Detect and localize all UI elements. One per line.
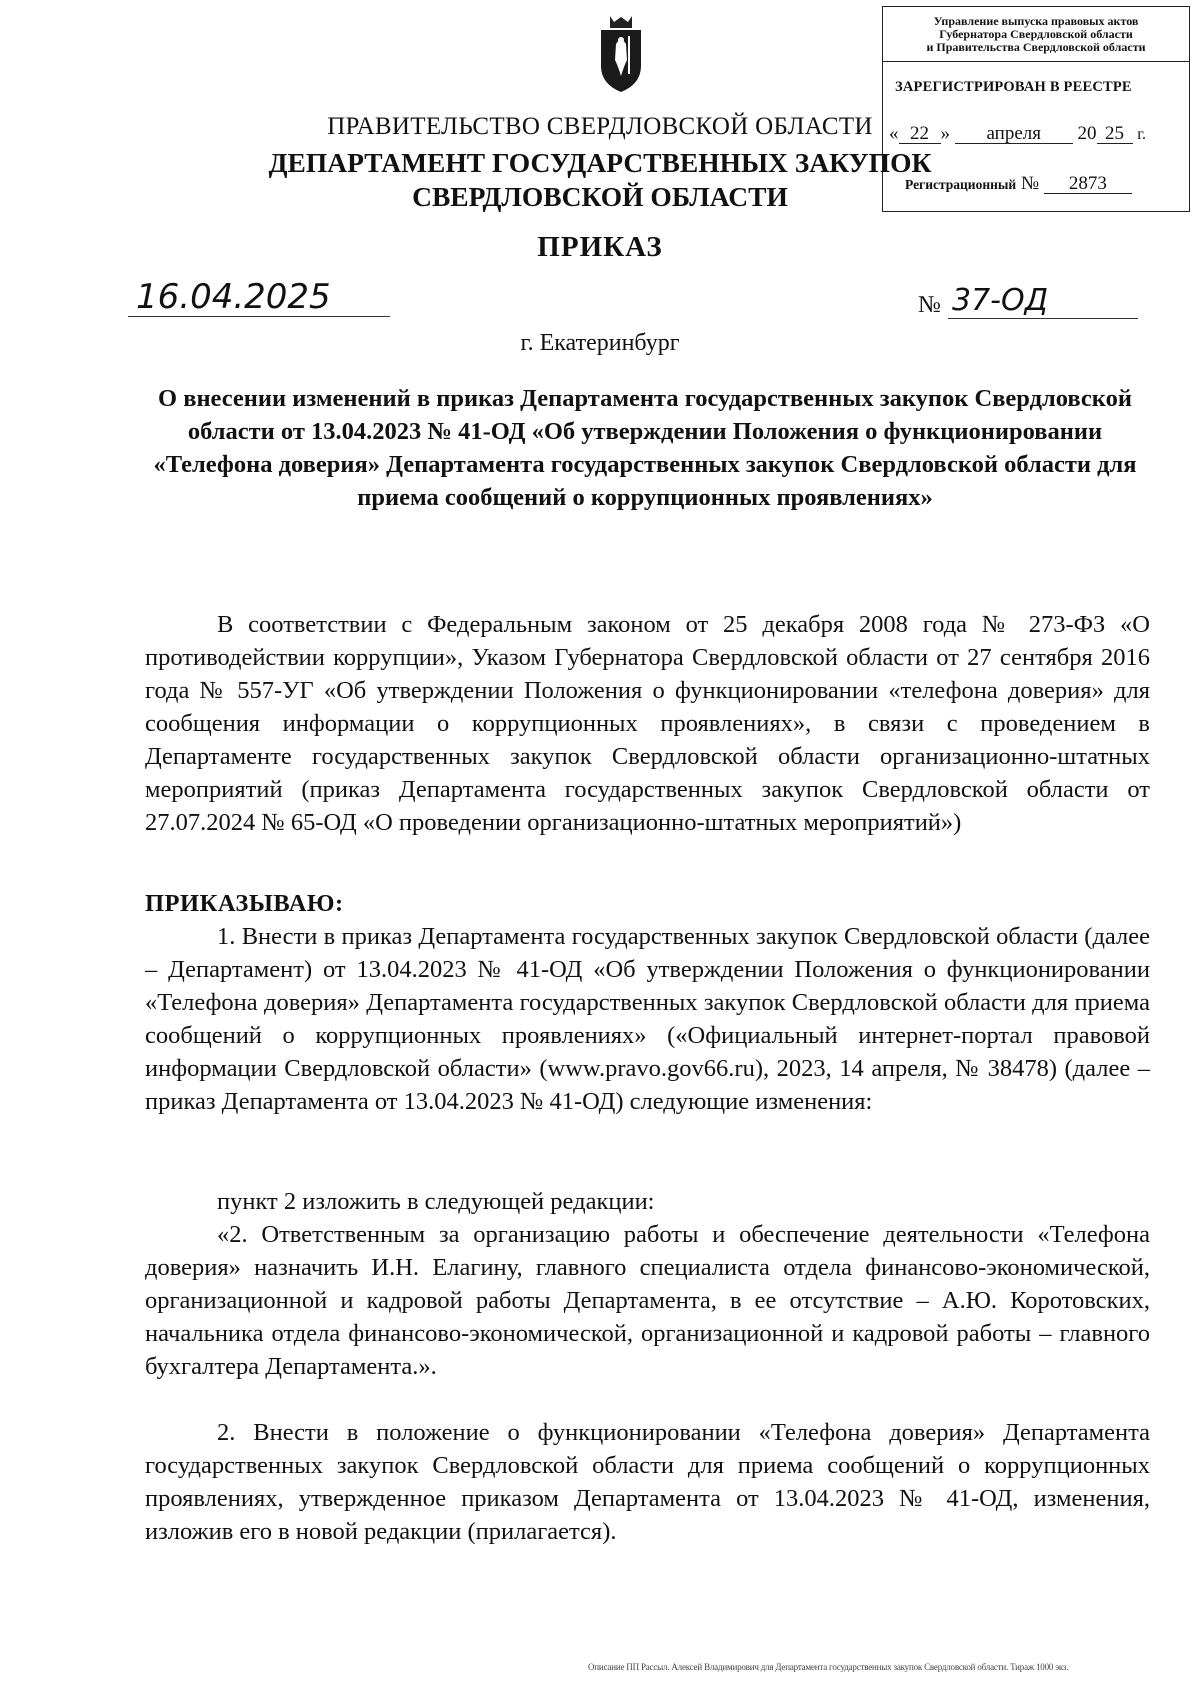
footer-note: Описание ПП Рассыл. Алексей Владимирович для Департамента государственных закупок Свердловской области. Тираж 1000 экз.	[588, 1662, 1069, 1672]
stamp-header-line: Губернатора Свердловской области	[939, 27, 1133, 41]
number-underline	[948, 318, 1138, 319]
stamp-header	[883, 7, 1189, 62]
department-title-line1: ДЕПАРТАМЕНТ ГОСУДАРСТВЕННЫХ ЗАКУПОК	[268, 147, 932, 178]
order-word: ПРИКАЗЫВАЮ:	[145, 890, 344, 917]
stamp-date-open: «	[889, 123, 899, 144]
preamble-paragraph: В соответствии с Федеральным законом от 25 декабря 2008 года № 273-ФЗ «О противодействии коррупции», Указом Губернатора Свердловской области от 27 сентября 2016 года № 557-УГ «Об утверждении Положения о функционировании «телефона доверия» для сообщения информации о коррупционных проявлениях», в связи с проведением в Департаменте государственных закупок Свердловской области организационно-штатных мероприятий (приказ Департамента государственных закупок Свердловской области от 27.07.2024 № 65-ОД «О проведении организационно-штатных мероприятий»)	[145, 611, 1150, 836]
stamp-year-unit: г.	[1137, 126, 1147, 143]
date-underline	[128, 316, 390, 317]
handwritten-number-text: 37-ОД	[952, 283, 1049, 318]
document-type: ПРИКАЗ	[537, 231, 663, 263]
document-subject: О внесении изменений в приказ Департамента государственных закупок Свердловской области от 13.04.2023 № 41-ОД «Об утверждении Положения о функционировании «Телефона доверия» Департамента государственных закупок Свердловской области для приема сообщений о коррупционных проявлениях»	[153, 385, 1137, 511]
stamp-year-prefix: 20	[1077, 123, 1097, 144]
department-title-line2: СВЕРДЛОВСКОЙ ОБЛАСТИ	[412, 181, 788, 212]
stamp-registered-label: ЗАРЕГИСТРИРОВАН В РЕЕСТРЕ	[895, 79, 1132, 95]
stamp-date-close: »	[940, 123, 950, 144]
number-sign: №	[918, 292, 941, 318]
city: г. Екатеринбург	[520, 330, 680, 356]
item-2-paragraph: 2. Внести в положение о функционировании «Телефона доверия» Департамента государственных закупок Свердловской области для приема сообщений о коррупционных проявлениях, утвержденное приказом Департамента от 13.04.2023 № 41-ОД, изменения, изложив его в новой редакции (прилагается).	[145, 1419, 1150, 1545]
stamp-number-label: Регистрационный	[905, 177, 1017, 192]
stamp-day: 22	[899, 125, 941, 144]
quoted-item-paragraph: «2. Ответственным за организацию работы и обеспечение деятельности «Телефона доверия» назначить И.Н. Елагину, главного специалиста отдела финансово-экономической, организационной и кадровой работы Департамента, в ее отсутствие – А.Ю. Коротовских, начальника отдела финансово-экономической, организационной и кадровой работы – главного бухгалтера Департамента.».	[145, 1221, 1150, 1380]
government-title: ПРАВИТЕЛЬСТВО СВЕРДЛОВСКОЙ ОБЛАСТИ	[327, 113, 873, 140]
item-1-paragraph: 1. Внести в приказ Департамента государственных закупок Свердловской области (далее – Департамент) от 13.04.2023 № 41-ОД «Об утверждении Положения о функционировании «Телефона доверия» Департамента государственных закупок Свердловской области для приема сообщений о коррупционных проявлениях» («Официальный интернет-портал правовой информации Свердловской области» (www.pravo.gov66.ru), 2023, 14 апреля, № 38478) (далее – приказ Департамента от 13.04.2023 № 41-ОД) следующие изменения:	[145, 923, 1150, 1115]
stamp-year-suffix: 25	[1097, 125, 1133, 144]
stamp-header-line: и Правительства Свердловской области	[926, 40, 1146, 54]
stamp-number-value: 2873	[1044, 175, 1132, 194]
stamp-header-line: Управление выпуска правовых актов	[933, 14, 1139, 28]
handwritten-number	[948, 276, 1058, 322]
stamp-number-sign: №	[1020, 173, 1040, 194]
sub-item-paragraph: пункт 2 изложить в следующей редакции:	[217, 1188, 655, 1215]
handwritten-date-text: 16.04.2025	[136, 277, 331, 317]
stamp-month: апреля	[955, 125, 1073, 144]
handwritten-date	[130, 270, 390, 320]
coat-of-arms-icon	[596, 14, 646, 94]
